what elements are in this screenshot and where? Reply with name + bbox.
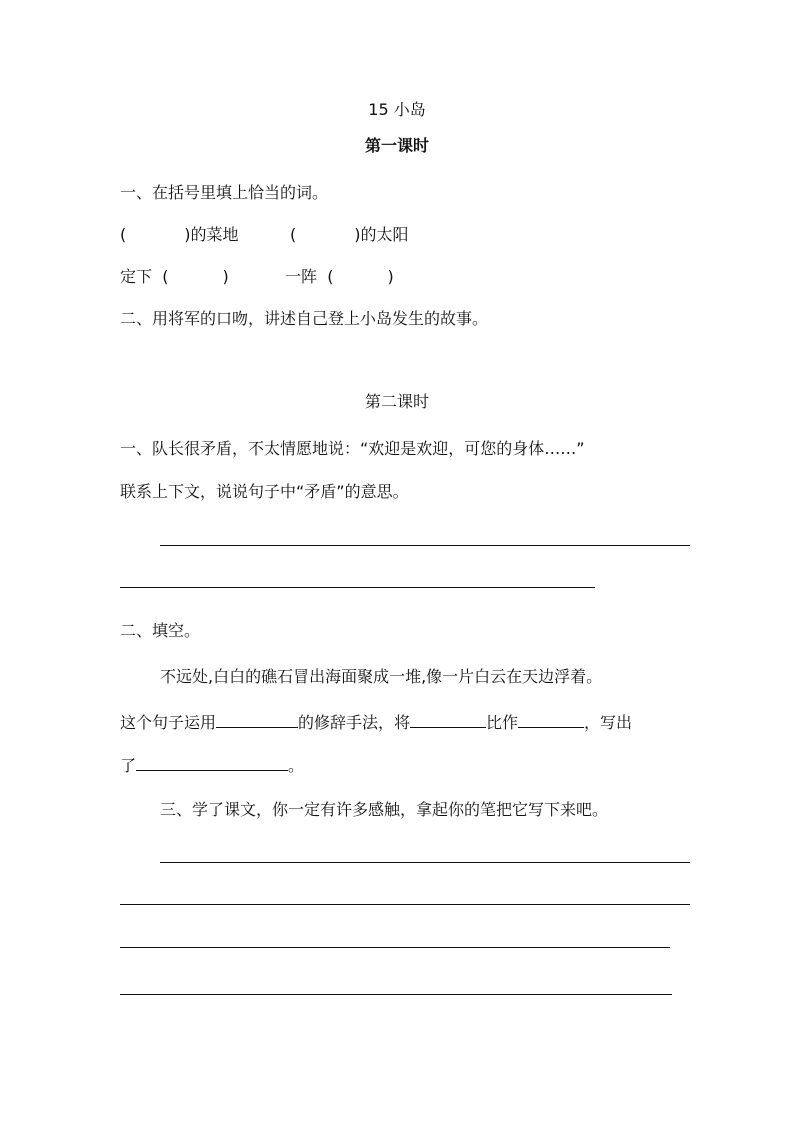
- fill-text: 。: [288, 756, 305, 775]
- fill-text: 这个句子运用: [120, 713, 217, 732]
- lesson-title: 15 小岛: [368, 100, 426, 119]
- fill-text: 的修辞手法，将: [298, 713, 411, 732]
- answer-line[interactable]: [120, 904, 690, 905]
- paren-open: (: [290, 225, 297, 244]
- answer-line[interactable]: [120, 947, 670, 948]
- lesson2-question3: 三、学了课文，你一定有许多感触，拿起你的笔把它写下来吧。: [160, 800, 609, 819]
- fill-paren-row2b: [285, 266, 394, 288]
- word-text: 定下: [120, 267, 153, 286]
- answer-line[interactable]: [120, 587, 595, 588]
- lesson2-question1-line1: 一、队长很矛盾，不太情愿地说：“欢迎是欢迎，可您的身体……”: [120, 439, 585, 458]
- fill-text: ，写出: [584, 713, 633, 732]
- word-text: 一阵: [285, 267, 318, 286]
- lesson1-question1: 一、在括号里填上恰当的词。: [120, 183, 329, 202]
- sentence-text: 不远处,白白的礁石冒出海面聚成一堆,像一片白云在天边浮着。: [160, 667, 603, 686]
- fill-sentence-line2: [120, 752, 304, 774]
- paren-close: ): [222, 267, 229, 286]
- paren-close-text: )的太阳: [354, 225, 409, 244]
- fill-sentence-line1: [120, 709, 632, 731]
- fill-paren-row1: [120, 224, 239, 246]
- answer-blank[interactable]: [518, 709, 584, 728]
- fill-text: 了: [120, 756, 137, 775]
- answer-line[interactable]: [120, 994, 672, 995]
- paren-open: (: [327, 267, 334, 286]
- paren-open: (: [162, 267, 169, 286]
- lesson1-question2: 二、用将军的口吻，讲述自己登上小岛发生的故事。: [120, 309, 489, 328]
- answer-blank[interactable]: [410, 709, 486, 728]
- paren-open: (: [120, 225, 127, 244]
- answer-line[interactable]: [160, 862, 690, 863]
- fill-paren-row2: [120, 266, 229, 288]
- answer-line[interactable]: [160, 545, 690, 546]
- paren-close: ): [387, 267, 394, 286]
- fill-paren-row1b: [290, 224, 409, 246]
- answer-blank[interactable]: [136, 752, 288, 771]
- lesson1-heading: 第一课时: [364, 136, 429, 155]
- paren-close-text: )的菜地: [184, 225, 239, 244]
- lesson2-question2: 二、填空。: [120, 621, 201, 640]
- answer-blank[interactable]: [216, 709, 298, 728]
- fill-text: 比作: [486, 713, 519, 732]
- lesson2-question1-line2: 联系上下文，说说句子中“矛盾”的意思。: [120, 482, 409, 501]
- lesson2-heading: 第二课时: [364, 392, 429, 411]
